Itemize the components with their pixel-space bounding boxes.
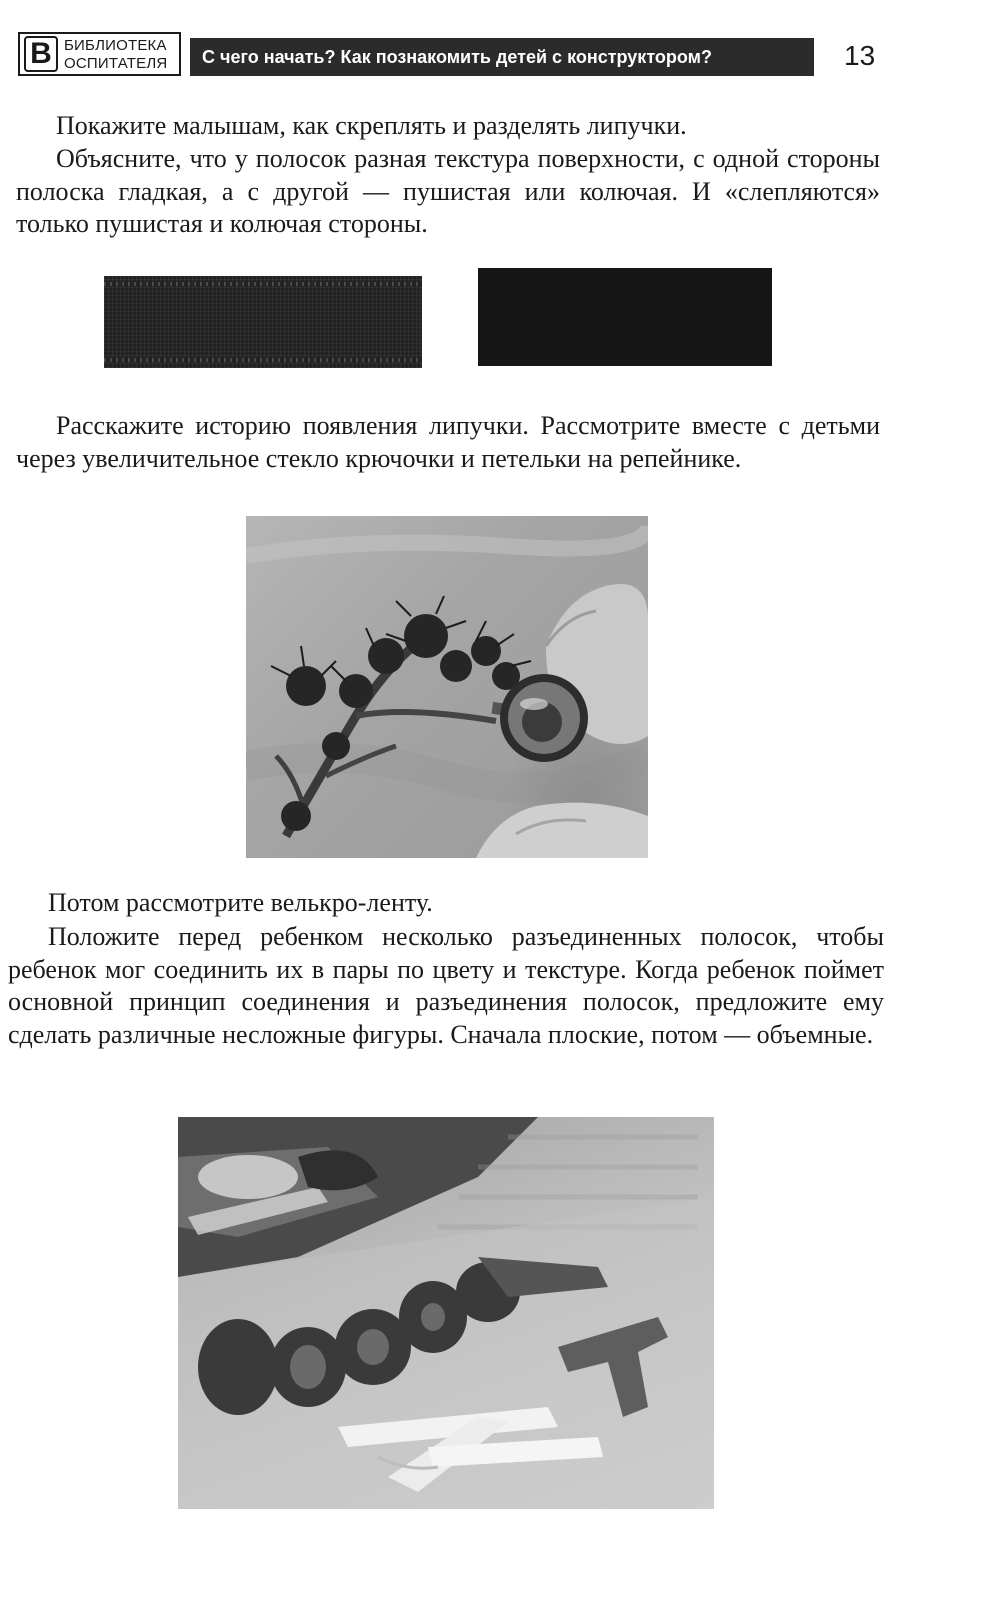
series-logo (18, 32, 181, 76)
page-number: 13 (844, 40, 876, 71)
velcro-loop-strip-image (478, 268, 772, 366)
section-title: С чего начать? Как познакомить детей с конструктором? (190, 38, 814, 76)
running-header (18, 32, 888, 80)
logo-text-line-1: БИБЛИОТЕКА (64, 37, 167, 54)
logo-text-line-2: ОСПИТАТЕЛЯ (64, 55, 168, 72)
paragraph-show-velcro: Покажите малышам, как скреплять и разделять липучки. (56, 111, 687, 140)
burdock-magnifier-photo (246, 516, 648, 858)
paragraph-pairs-and-figures: Положите перед ребенком несколько разъединенных полосок, чтобы ребенок мог соединить их в пары по цвету и текстуре. Когда ребенок поймет основной принцип соединения и разъединения полосок, предложите ему сделать различные несложные фигуры. Сначала плоские, потом — объемные. (8, 922, 884, 1049)
velcro-figures-photo (178, 1117, 714, 1509)
paragraph-velcro-history: Расскажите историю появления липучки. Рассмотрите вместе с детьми через увеличительное стекло крючочки и петельки на репейнике. (16, 411, 880, 473)
velcro-hook-strip-image (104, 276, 422, 368)
logo-letter: В (24, 36, 58, 72)
paragraph-explain-texture: Объясните, что у полосок разная текстура поверхности, с одной стороны полоска гладкая, а с другой — пушистая или колючая. И «слепляются» только пушистая и колючая стороны. (16, 144, 880, 238)
paragraph-velcro-tape: Потом рассмотрите велькро-ленту. (48, 888, 433, 917)
